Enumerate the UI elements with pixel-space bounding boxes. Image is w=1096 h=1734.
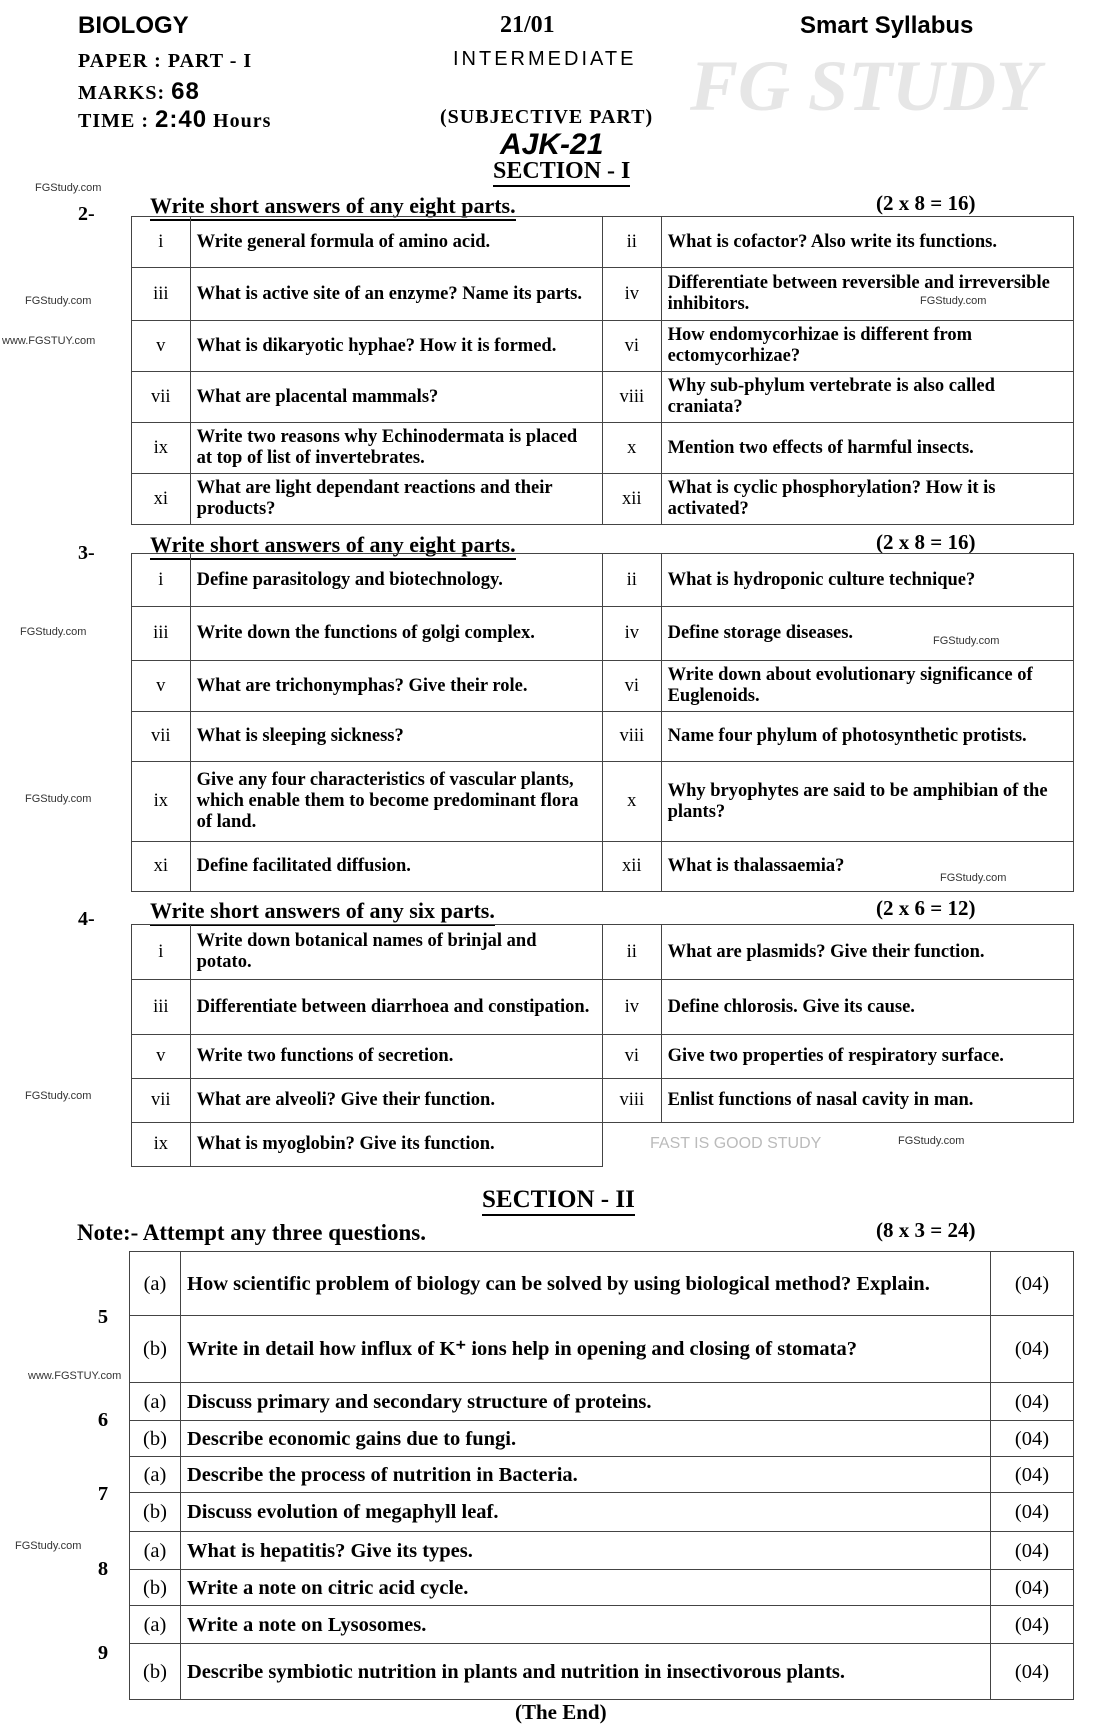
syllabus-label: Smart Syllabus: [800, 12, 974, 39]
part-number: iii: [132, 980, 191, 1035]
subject-title: BIOLOGY: [78, 12, 189, 39]
part-number: x: [602, 423, 661, 474]
table-row: [132, 372, 1074, 423]
table-row: [132, 712, 1074, 762]
table-row: [132, 268, 1074, 321]
part-label: (b): [130, 1644, 181, 1700]
table-row: [77, 1570, 1074, 1606]
question-marks: (2 x 6 = 12): [876, 896, 976, 920]
question-text: Differentiate between reversible and irreversible inhibitors.: [661, 268, 1073, 321]
time-label: TIME :: [78, 110, 149, 132]
table-row: [77, 1532, 1074, 1570]
part-number: iv: [602, 268, 661, 321]
table-row: [132, 980, 1074, 1035]
question-text: Describe symbiotic nutrition in plants and nutrition in insectivorous plants.: [181, 1644, 991, 1700]
table-row: [77, 1457, 1074, 1493]
watermark-site: FGStudy.com: [920, 295, 987, 307]
part-marks: (04): [991, 1493, 1074, 1532]
table-row: [132, 423, 1074, 474]
watermark-site: FGStudy.com: [15, 1540, 82, 1552]
question-text: Write down about evolutionary significance of Euglenoids.: [661, 661, 1073, 712]
question-text: How endomycorhizae is different from ectomycorhizae?: [661, 321, 1073, 372]
question-text: Why sub-phylum vertebrate is also called craniata?: [661, 372, 1073, 423]
part-number: vi: [602, 1035, 661, 1079]
subjective-part-label: (SUBJECTIVE PART): [440, 106, 654, 128]
table-row: [132, 474, 1074, 525]
part-marks: (04): [991, 1532, 1074, 1570]
question-text: Enlist functions of nasal cavity in man.: [661, 1079, 1073, 1123]
question-text: Mention two effects of harmful insects.: [661, 423, 1073, 474]
question-number: 2-: [78, 203, 95, 225]
table-row: [77, 1316, 1074, 1383]
question-text: Write down botanical names of brinjal and potato.: [190, 925, 602, 980]
part-marks: (04): [991, 1252, 1074, 1316]
question-number: 8: [97, 1557, 109, 1580]
question-number: 4-: [78, 908, 95, 930]
question-text: Write two reasons why Echinodermata is placed at top of list of invertebrates.: [190, 423, 602, 474]
question-text: Write down the functions of golgi complex.: [190, 607, 602, 661]
short-questions-table: [131, 924, 1074, 1167]
question-text: Why bryophytes are said to be amphibian of the plants?: [661, 762, 1073, 842]
question-text: Write a note on citric acid cycle.: [181, 1570, 991, 1606]
question-text: How scientific problem of biology can be solved by using biological method? Explain.: [181, 1252, 991, 1316]
watermark-site: FGStudy.com: [35, 182, 102, 194]
table-row: [132, 217, 1074, 268]
part-number: x: [602, 762, 661, 842]
question-text: What are trichonymphas? Give their role.: [190, 661, 602, 712]
question-text: What is cofactor? Also write its functions.: [661, 217, 1073, 268]
question-text: Write general formula of amino acid.: [190, 217, 602, 268]
part-marks: (04): [991, 1421, 1074, 1457]
part-number: iv: [602, 607, 661, 661]
watermark-site: FGStudy.com: [25, 793, 92, 805]
watermark-site: FGStudy.com: [940, 872, 1007, 884]
part-marks: (04): [991, 1570, 1074, 1606]
table-row: [132, 1079, 1074, 1123]
question-text: Define chlorosis. Give its cause.: [661, 980, 1073, 1035]
part-label: (a): [130, 1383, 181, 1421]
watermark-site: www.FGSTUY.com: [2, 335, 96, 347]
table-row: [132, 925, 1074, 980]
question-text: What are plasmids? Give their function.: [661, 925, 1073, 980]
time-unit: Hours: [213, 110, 272, 132]
table-row: [77, 1383, 1074, 1421]
question-text: What is hepatitis? Give its types.: [181, 1532, 991, 1570]
time-value: 2:40: [155, 106, 208, 133]
table-row: [132, 321, 1074, 372]
question-text: Describe economic gains due to fungi.: [181, 1421, 991, 1457]
question-text: What is cyclic phosphorylation? How it is activated?: [661, 474, 1073, 525]
table-row: [132, 554, 1074, 607]
part-number: xi: [132, 842, 191, 892]
question-text: Discuss evolution of megaphyll leaf.: [181, 1493, 991, 1532]
part-number: v: [132, 1035, 191, 1079]
table-row: [77, 1421, 1074, 1457]
part-number: ii: [602, 925, 661, 980]
question-text: Give any four characteristics of vascular plants, which enable them to become predominant flora of land.: [190, 762, 602, 842]
part-number: vii: [132, 372, 191, 423]
part-label: (a): [130, 1457, 181, 1493]
part-number: ii: [602, 217, 661, 268]
part-number: xii: [602, 842, 661, 892]
question-text: What is thalassaemia?: [661, 842, 1073, 892]
question-text: What are light dependant reactions and their products?: [190, 474, 602, 525]
section-2-marks: (8 x 3 = 24): [876, 1218, 976, 1242]
level-label: INTERMEDIATE: [453, 48, 637, 70]
table-row: [132, 661, 1074, 712]
part-label: (a): [130, 1532, 181, 1570]
table-row: [77, 1644, 1074, 1700]
table-row: [77, 1493, 1074, 1532]
part-number: viii: [602, 1079, 661, 1123]
section-1-title: SECTION - I: [493, 158, 630, 187]
part-marks: (04): [991, 1457, 1074, 1493]
question-number: 6: [97, 1408, 109, 1431]
question-marks: (2 x 8 = 16): [876, 191, 976, 215]
watermark-logo: FG STUDY: [690, 46, 1041, 126]
watermark-site: FGStudy.com: [20, 626, 87, 638]
marks-value: 68: [171, 78, 200, 105]
part-number: iii: [132, 268, 191, 321]
question-instruction: Write short answers of any eight parts.: [150, 193, 516, 221]
question-text: What are alveoli? Give their function.: [190, 1079, 602, 1123]
question-text: Differentiate between diarrhoea and constipation.: [190, 980, 602, 1035]
section-2-note: Note:- Attempt any three questions.: [77, 1220, 427, 1245]
question-text: Define facilitated diffusion.: [190, 842, 602, 892]
section-2-table: [77, 1251, 1074, 1700]
part-number: ix: [132, 1123, 191, 1167]
part-number: vi: [602, 321, 661, 372]
part-label: (b): [130, 1316, 181, 1383]
watermark-site: FGStudy.com: [25, 295, 92, 307]
part-label: (b): [130, 1570, 181, 1606]
question-number: 7: [97, 1483, 109, 1505]
question-instruction: Write short answers of any eight parts.: [150, 532, 516, 560]
part-label: (a): [130, 1252, 181, 1316]
part-number: ii: [602, 554, 661, 607]
question-text: What is dikaryotic hyphae? How it is formed.: [190, 321, 602, 372]
watermark-site: FGStudy.com: [898, 1135, 965, 1147]
part-number: iv: [602, 980, 661, 1035]
question-text: Write two functions of secretion.: [190, 1035, 602, 1079]
part-number: i: [132, 217, 191, 268]
part-number: viii: [602, 712, 661, 762]
question-text: Define storage diseases.: [661, 607, 1073, 661]
question-text: What is hydroponic culture technique?: [661, 554, 1073, 607]
question-text: Describe the process of nutrition in Bacteria.: [181, 1457, 991, 1493]
question-text: Give two properties of respiratory surface.: [661, 1035, 1073, 1079]
part-marks: (04): [991, 1606, 1074, 1644]
part-number: i: [132, 925, 191, 980]
watermark-site: www.FGSTUY.com: [28, 1370, 122, 1382]
question-number: 5: [97, 1306, 109, 1328]
question-number: 9: [97, 1641, 109, 1664]
part-number: vii: [132, 1079, 191, 1123]
watermark-tagline: FAST IS GOOD STUDY: [650, 1135, 822, 1152]
short-questions-table: [131, 216, 1074, 525]
part-number: xi: [132, 474, 191, 525]
question-text: What is active site of an enzyme? Name its parts.: [190, 268, 602, 321]
table-row: [77, 1606, 1074, 1644]
section-2-title: SECTION - II: [482, 1186, 635, 1216]
question-text: Discuss primary and secondary structure of proteins.: [181, 1383, 991, 1421]
part-number: i: [132, 554, 191, 607]
question-text: What is myoglobin? Give its function.: [190, 1123, 602, 1167]
question-text: What is sleeping sickness?: [190, 712, 602, 762]
part-number: iii: [132, 607, 191, 661]
part-number: v: [132, 321, 191, 372]
part-marks: (04): [991, 1383, 1074, 1421]
question-text: Name four phylum of photosynthetic protists.: [661, 712, 1073, 762]
part-number: v: [132, 661, 191, 712]
part-marks: (04): [991, 1644, 1074, 1700]
watermark-site: FGStudy.com: [933, 635, 1000, 647]
paper-value: PART - I: [167, 50, 253, 72]
table-row: [77, 1252, 1074, 1316]
part-number: xii: [602, 474, 661, 525]
question-marks: (2 x 8 = 16): [876, 530, 976, 554]
question-number: 3-: [78, 542, 95, 564]
part-marks: (04): [991, 1316, 1074, 1383]
part-label: (a): [130, 1606, 181, 1644]
question-text: What are placental mammals?: [190, 372, 602, 423]
short-questions-table: [131, 553, 1074, 892]
table-row: [132, 607, 1074, 661]
part-number: ix: [132, 423, 191, 474]
end-label: (The End): [515, 1700, 607, 1724]
part-number: viii: [602, 372, 661, 423]
question-text: Write a note on Lysosomes.: [181, 1606, 991, 1644]
part-number: vi: [602, 661, 661, 712]
part-number: vii: [132, 712, 191, 762]
part-label: (b): [130, 1493, 181, 1532]
question-text: Write in detail how influx of K⁺ ions help in opening and closing of stomata?: [181, 1316, 991, 1383]
table-row: [132, 1035, 1074, 1079]
watermark-site: FGStudy.com: [25, 1090, 92, 1102]
table-row: [132, 842, 1074, 892]
part-number: ix: [132, 762, 191, 842]
question-text: Define parasitology and biotechnology.: [190, 554, 602, 607]
marks-label: MARKS:: [78, 82, 166, 104]
board-stamp: AJK-21: [500, 128, 604, 161]
paper-label: PAPER :: [78, 50, 162, 72]
table-row: [132, 762, 1074, 842]
paper-code: 21/01: [500, 12, 555, 38]
question-instruction: Write short answers of any six parts.: [150, 898, 495, 926]
part-label: (b): [130, 1421, 181, 1457]
